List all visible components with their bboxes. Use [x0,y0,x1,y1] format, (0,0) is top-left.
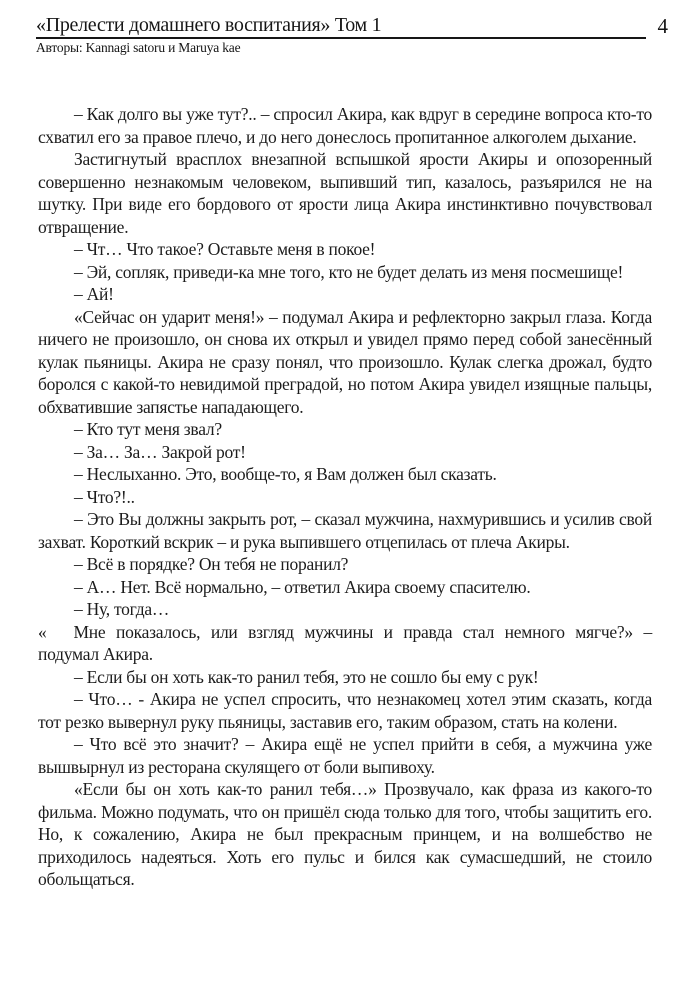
paragraph: – Что… - Акира не успел спросить, что незнакомец хотел этим сказать, когда тот резко вывернул руку пьяницы, заставив его, таким образом, стать на колени. [38,689,652,732]
paragraph: «Сейчас он ударит меня!» – подумал Акира и рефлекторно закрыл глаза. Когда ничего не произошло, он снова их открыл и увидел прямо перед собой занесённый кулак пьяницы. Акира не сразу понял, что произошло. Кулак слегка дрожал, будто боролся с какой-то невидимой преградой, но потом Акира увидел изящные пальцы, обхватившие запястье нападающего. [38,306,652,417]
hanging-quote-mark: « [38,621,47,642]
paragraph: – Что всё это значит? – Акира ещё не успел прийти в себя, а мужчина уже вышвырнул из ресторана скулящего от боли выпивоху. [38,734,652,777]
paragraph: – Что?!.. [74,486,135,507]
paragraph: – А… Нет. Всё нормально, – ответил Акира своему спасителю. [74,576,531,597]
header-row [36,14,668,39]
paragraph: – Чт… Что такое? Оставьте меня в покое! [74,239,376,259]
paragraph: – Это Вы должны закрыть рот, – сказал мужчина, нахмурившись и усилив свой захват. Короткий вскрик – и рука выпившего отцепилась от плеча Акиры. [38,509,652,552]
paragraph: – Ай! [74,284,114,304]
paragraph: – Ну, тогда… [74,599,170,619]
paragraph: «Если бы он хоть как-то ранил тебя…» Прозвучало, как фраза из какого-то фильма. Можно подумать, что он пришёл сюда только для того, чтобы защитить его. Но, к сожалению, Акира не был прекрасным принцем, и на волшебство не приходилось надеяться. Хоть его пульс и бился как сумасшедший, не стоило обольщаться. [38,779,652,889]
page-header [0,0,682,56]
page-number: 4 [657,14,668,38]
paragraph: – За… За… Закрой рот! [74,441,246,462]
body-text [38,103,652,891]
paragraph: – Эй, сопляк, приведи-ка мне того, кто не будет делать из меня посмешище! [74,261,624,282]
header-rule [36,14,646,39]
paragraph: – Если бы он хоть как-то ранил тебя, это не сошло бы ему с рук! [74,666,539,687]
paragraph: – Как долго вы уже тут?.. – спросил Акира, как вдруг в середине вопроса кто-то схватил его за правое плечо, и до него донеслось пропитанное алкоголем дыхание. [38,104,652,147]
paragraph: « Мне показалось, или взгляд мужчины и правда стал немного мягче?» – подумал Акира. [38,621,652,664]
paragraph: – Всё в порядке? Он тебя не поранил? [74,554,349,574]
document-title: «Прелести домашнего воспитания» Том 1 [36,14,382,36]
paragraph: – Кто тут меня звал? [74,419,222,439]
paragraph: – Неслыханно. Это, вообще-то, я Вам должен был сказать. [74,464,497,484]
paragraph: Застигнутый врасплох внезапной вспышкой ярости Акиры и опозоренный совершенно незнакомым человеком, выпивший тип, казалось, разъярился не на шутку. При виде его бордового от ярости лица Акира инстинктивно почувствовал отвращение. [38,149,652,237]
authors-line: Авторы: Kannagi satoru и Maruya kae [36,40,241,55]
